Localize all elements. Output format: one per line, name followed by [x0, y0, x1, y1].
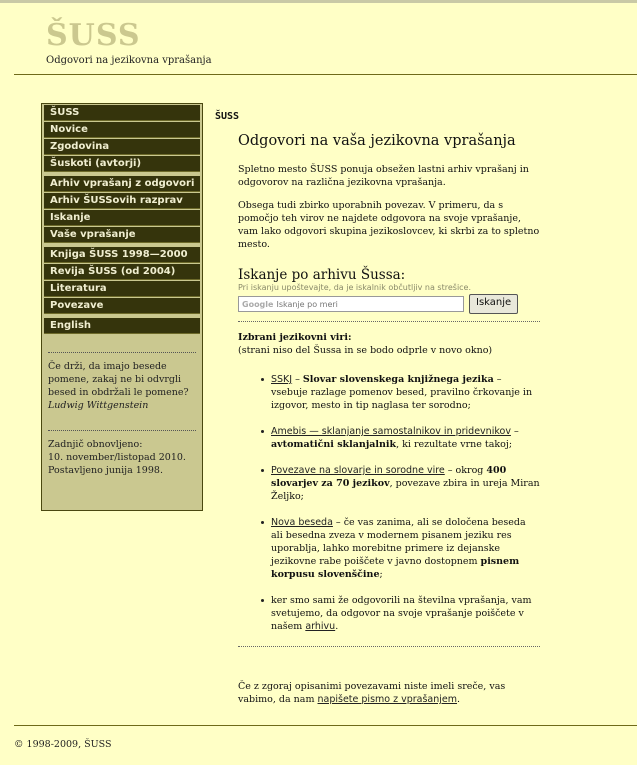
nav-group-publications [42, 247, 202, 314]
item-bold: Slovar slovenskega knjižnega jezika [302, 374, 494, 385]
site-subtitle: Odgovori na jezikovna vprašanja [46, 55, 212, 66]
nav-group-lang [42, 318, 202, 334]
nav-item-english[interactable]: English [44, 318, 200, 334]
divider-dotted [238, 321, 540, 322]
page-title: Odgovori na vaša jezikovna vprašanja [238, 133, 516, 149]
quote-text: Če drži, da imajo besede pomene, zakaj ne bi odvrgli besed in obdržali le pomene? [48, 361, 189, 398]
nav-item-literature[interactable]: Literatura [44, 281, 200, 297]
list-item: Povezave na slovarje in sorodne vire – okrog 400 slovarjev za 70 jezikov, povezave zbira in ureja Miran Željko; [271, 465, 540, 502]
list-item: SSKJ – Slovar slovenskega knjižnega jezika – vsebuje razlage pomenov besed, pravilno črkovanje in izgovor, mesto in tip naglasa ter sorodno; [271, 373, 540, 412]
search-heading: Iskanje po arhivu Šussa: [238, 267, 406, 283]
divider-dotted [238, 646, 540, 647]
top-border [0, 0, 637, 3]
search-input[interactable] [238, 296, 464, 312]
nav-item-book[interactable]: Knjiga ŠUSS 1998—2000 [44, 247, 200, 263]
link-archive[interactable]: arhivu [305, 621, 336, 632]
main-content [238, 133, 540, 706]
nav-group-main [42, 105, 202, 172]
sources-heading: Izbrani jezikovni viri: [238, 332, 352, 343]
quote-author: Ludwig Wittgenstein [48, 400, 149, 411]
search-row [238, 294, 540, 314]
search-note: Pri iskanju upoštevajte, da je iskalnik občutljiv na strešice. [238, 283, 472, 292]
sources-list [238, 373, 540, 633]
nav-item-authors[interactable]: Šuskoti (avtorji) [44, 156, 200, 172]
nav-group-archive [42, 176, 202, 243]
list-item: Nova beseda – če vas zanima, ali se določena beseda ali besedna zveza v modernem pisanem jeziku res uporablja, lahko morebitne primere iz dejanske jezikovne rabe poiščete v javno dostopnem pisnem korpusu slovenščine; [271, 516, 540, 581]
site-title[interactable]: ŠUSS [46, 18, 141, 53]
search-placeholder: Iskanje po meri [276, 299, 338, 309]
nav-item-links[interactable]: Povezave [44, 298, 200, 314]
footer-divider [14, 725, 637, 726]
link-dictionaries[interactable]: Povezave na slovarje in sorodne vire [271, 465, 445, 476]
nav-item-your-question[interactable]: Vaše vprašanje [44, 227, 200, 243]
google-watermark: Google [242, 299, 274, 309]
nav-item-magazine[interactable]: Revija ŠUSS (od 2004) [44, 264, 200, 280]
item-bold: avtomatični sklanjalnik [271, 439, 397, 450]
sidebar-updated [48, 430, 196, 477]
search-button[interactable]: Iskanje [469, 294, 518, 314]
updated-label: Zadnjič obnovljeno: [48, 439, 143, 450]
sidebar-quote [48, 352, 196, 412]
nav-item-archive[interactable]: Arhiv vprašanj z odgovori [44, 176, 200, 192]
updated-date: 10. november/listopad 2010. [48, 452, 186, 463]
sidebar [41, 103, 203, 511]
breadcrumb: ŠUSS [215, 111, 240, 122]
nav-item-zgodovina[interactable]: Zgodovina [44, 139, 200, 155]
nav-item-search[interactable]: Iskanje [44, 210, 200, 226]
nav-item-novice[interactable]: Novice [44, 122, 200, 138]
sources-header [238, 331, 540, 357]
link-sskj[interactable]: SSKJ [271, 374, 293, 385]
sources-subheading: (strani niso del Šussa in se bodo odprle v novo okno) [238, 345, 493, 356]
link-amebis[interactable]: Amebis — sklanjanje samostalnikov in pridevnikov [271, 426, 511, 437]
closing-paragraph: Če z zgoraj opisanimi povezavami niste imeli sreče, vas vabimo, da nam napišete pismo z vprašanjem. [238, 681, 506, 705]
intro-paragraph-2: Obsega tudi zbirko uporabnih povezav. V primeru, da s pomočjo teh virov ne najdete odgovora na svoje vprašanje, vam lako odgovori skupina jezikoslovcev, ki skrbi za to spletno mesto. [238, 200, 540, 250]
footer-copyright: © 1998-2009, ŠUSS [14, 739, 112, 750]
link-write-letter[interactable]: napišete pismo z vprašanjem [317, 694, 458, 705]
item-bold: pisnem korpusu slovenščine [271, 556, 520, 580]
nav-item-suss[interactable]: ŠUSS [44, 105, 200, 121]
link-nova-beseda[interactable]: Nova beseda [271, 517, 333, 528]
intro-paragraph: Spletno mesto ŠUSS ponuja obsežen lastni arhiv vprašanj in odgovorov na različna jezikovna vprašanja. [238, 164, 529, 188]
header-divider [14, 74, 637, 75]
posted-date: Postavljeno junija 1998. [48, 465, 163, 476]
list-item: ker smo sami že odgovorili na številna vprašanja, vam svetujemo, da odgovor na svoje vprašanje poiščete v našem arhivu. [271, 594, 540, 633]
list-item: Amebis — sklanjanje samostalnikov in pridevnikov – avtomatični sklanjalnik, ki rezultate vrne takoj; [271, 425, 540, 451]
nav-item-discussions[interactable]: Arhiv ŠUSSovih razprav [44, 193, 200, 209]
item-bold: 400 slovarjev za 70 jezikov [271, 465, 507, 489]
